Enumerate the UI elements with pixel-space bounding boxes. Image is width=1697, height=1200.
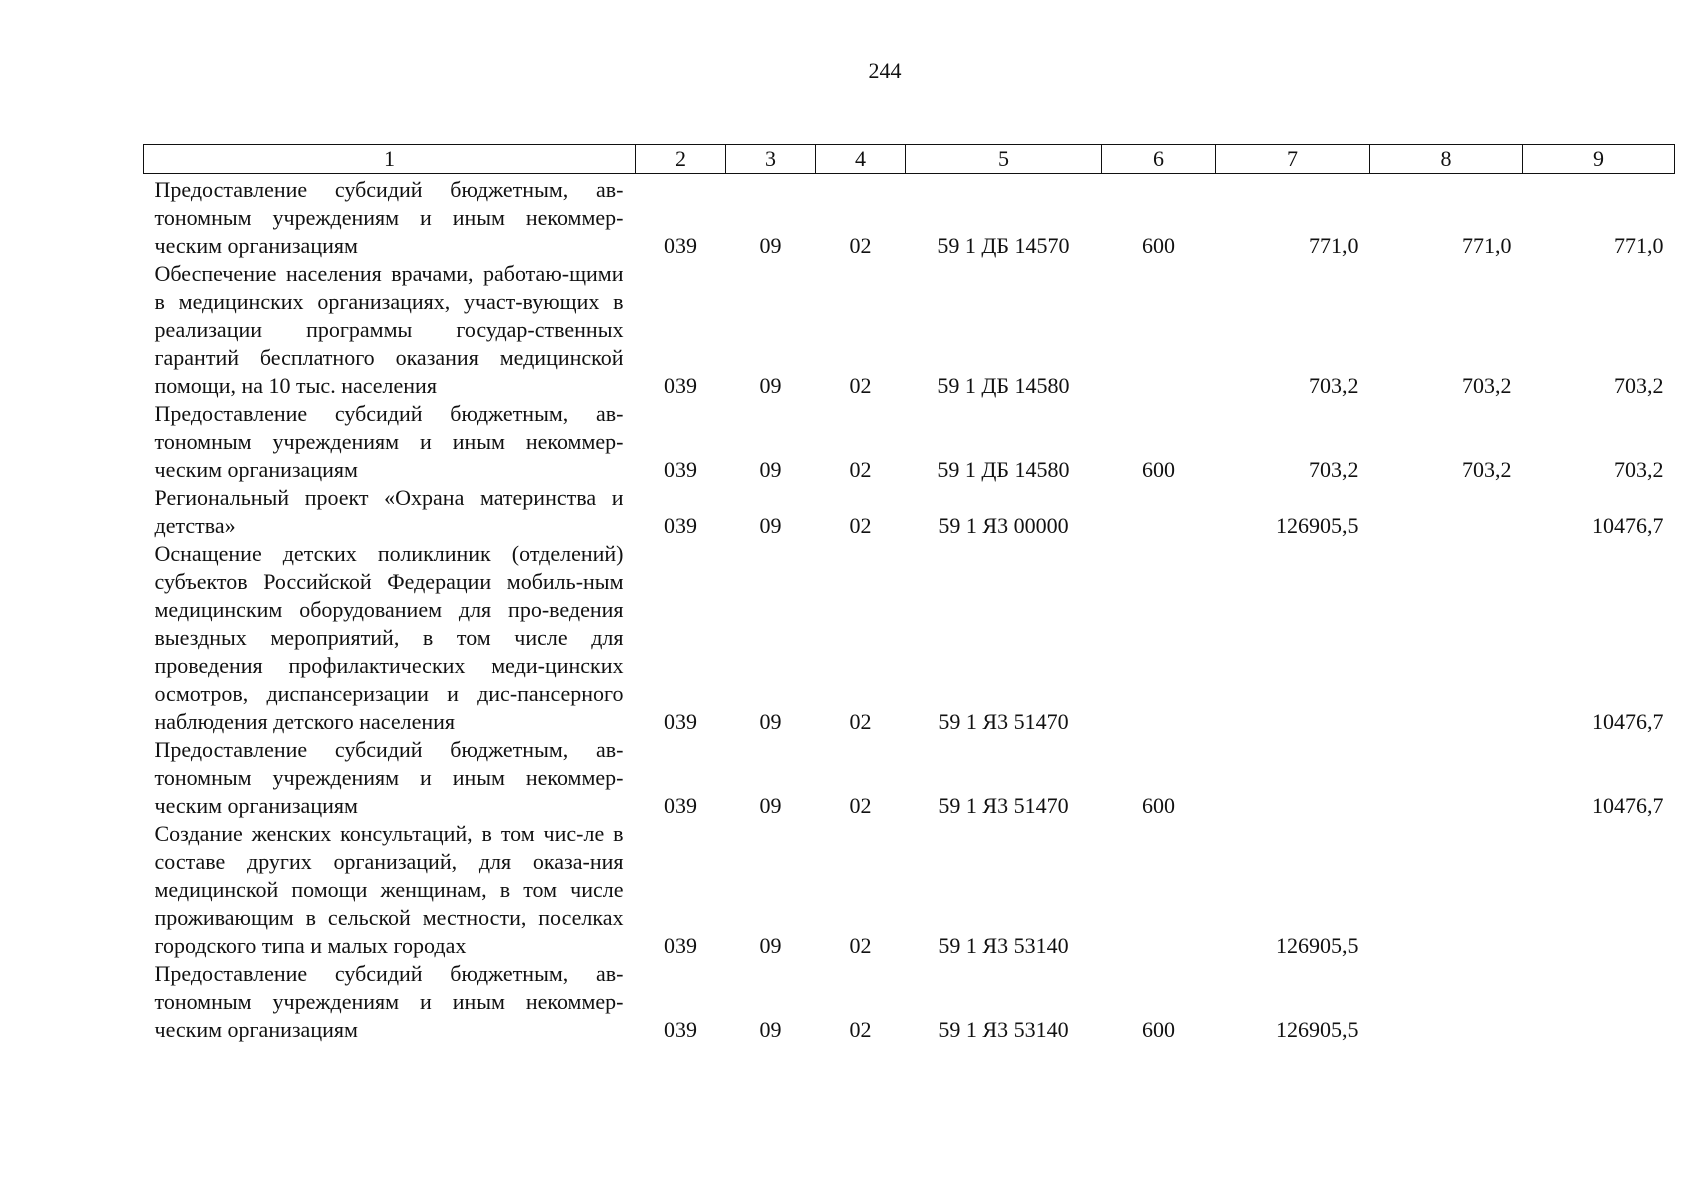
amount-col-8	[1370, 736, 1523, 820]
amount-col-7: 703,2	[1309, 373, 1359, 398]
expense-type-code: 600	[1142, 1017, 1175, 1042]
ministry-code: 039	[664, 933, 697, 958]
page-number: 244	[868, 58, 902, 83]
table-row	[144, 400, 1675, 484]
item-name: Оснащение детских поликлиник (отделений) субъектов Российской Федерации мобиль-ным медицинским оборудованием для про-ведения выездных мероприятий, в том числе для проведения профилактических меди-цинских осмотров, диспансеризации и дис-пансерного наблюдения детского населения	[154, 541, 624, 734]
subsection-code: 02	[849, 513, 872, 538]
ministry-code: 039	[664, 513, 697, 538]
target-article-code: 59 1 ДБ 14580	[937, 373, 1070, 398]
expense-type-code: 600	[1142, 233, 1175, 258]
item-name: Предоставление субсидий бюджетным, ав-тономным учреждениям и иным некоммер-ческим организациям	[154, 401, 624, 482]
column-header: 2	[636, 145, 726, 174]
amount-col-7: 126905,5	[1276, 1017, 1359, 1042]
amount-col-7: 126905,5	[1276, 933, 1359, 958]
budget-table	[143, 144, 1675, 1044]
column-header: 4	[816, 145, 906, 174]
amount-col-8	[1370, 960, 1523, 1044]
ministry-code: 039	[664, 457, 697, 482]
expense-type-code: 600	[1142, 793, 1175, 818]
table-row	[144, 960, 1675, 1044]
table-row	[144, 820, 1675, 960]
amount-col-7	[1216, 540, 1370, 736]
section-code: 09	[759, 933, 782, 958]
item-name: Предоставление субсидий бюджетным, ав-тономным учреждениям и иным некоммер-ческим организациям	[154, 737, 624, 818]
amount-col-9: 703,2	[1614, 373, 1664, 398]
amount-col-9: 10476,7	[1592, 513, 1664, 538]
subsection-code: 02	[849, 1017, 872, 1042]
amount-col-8: 771,0	[1462, 233, 1512, 258]
column-header: 3	[726, 145, 816, 174]
amount-col-8: 703,2	[1462, 373, 1512, 398]
amount-col-8	[1370, 484, 1523, 540]
table-row	[144, 736, 1675, 820]
subsection-code: 02	[849, 233, 872, 258]
table-row	[144, 484, 1675, 540]
expense-type-code	[1102, 260, 1216, 400]
amount-col-9	[1523, 820, 1675, 960]
expense-type-code: 600	[1142, 457, 1175, 482]
amount-col-7	[1216, 736, 1370, 820]
subsection-code: 02	[849, 709, 872, 734]
item-name: Создание женских консультаций, в том чис-ле в составе других организаций, для оказа-ния медицинской помощи женщинам, в том числе проживающим в сельской местности, поселках городского типа и малых городах	[154, 821, 624, 958]
column-header: 6	[1102, 145, 1216, 174]
target-article-code: 59 1 Я3 00000	[938, 513, 1069, 538]
column-header: 1	[144, 145, 636, 174]
section-code: 09	[759, 709, 782, 734]
section-code: 09	[759, 373, 782, 398]
ministry-code: 039	[664, 233, 697, 258]
amount-col-8	[1370, 540, 1523, 736]
amount-col-8: 703,2	[1462, 457, 1512, 482]
expense-type-code	[1102, 540, 1216, 736]
amount-col-9: 771,0	[1614, 233, 1664, 258]
table-row	[144, 174, 1675, 261]
ministry-code: 039	[664, 373, 697, 398]
amount-col-9: 10476,7	[1592, 709, 1664, 734]
target-article-code: 59 1 Я3 53140	[938, 933, 1069, 958]
expense-type-code	[1102, 484, 1216, 540]
section-code: 09	[759, 457, 782, 482]
item-name: Обеспечение населения врачами, работаю-щими в медицинских организациях, участ-вующих в реализации программы государ-ственных гарантий бесплатного оказания медицинской помощи, на 10 тыс. населения	[154, 261, 624, 398]
subsection-code: 02	[849, 793, 872, 818]
subsection-code: 02	[849, 933, 872, 958]
amount-col-8	[1370, 820, 1523, 960]
target-article-code: 59 1 Я3 51470	[938, 709, 1069, 734]
header-row	[144, 145, 1675, 174]
target-article-code: 59 1 Я3 51470	[938, 793, 1069, 818]
table-row	[144, 260, 1675, 400]
section-code: 09	[759, 793, 782, 818]
column-header: 7	[1216, 145, 1370, 174]
table-row	[144, 540, 1675, 736]
ministry-code: 039	[664, 709, 697, 734]
target-article-code: 59 1 ДБ 14580	[937, 457, 1070, 482]
item-name: Региональный проект «Охрана материнства и детства»	[154, 485, 624, 538]
amount-col-9: 703,2	[1614, 457, 1664, 482]
expense-type-code	[1102, 820, 1216, 960]
item-name: Предоставление субсидий бюджетным, ав-тономным учреждениям и иным некоммер-ческим организациям	[154, 177, 624, 258]
section-code: 09	[759, 513, 782, 538]
amount-col-7: 126905,5	[1276, 513, 1359, 538]
subsection-code: 02	[849, 457, 872, 482]
amount-col-7: 703,2	[1309, 457, 1359, 482]
amount-col-7: 771,0	[1309, 233, 1359, 258]
amount-col-9: 10476,7	[1592, 793, 1664, 818]
column-header: 8	[1370, 145, 1523, 174]
target-article-code: 59 1 ДБ 14570	[937, 233, 1070, 258]
section-code: 09	[759, 1017, 782, 1042]
item-name: Предоставление субсидий бюджетным, ав-тономным учреждениям и иным некоммер-ческим организациям	[154, 961, 624, 1042]
column-header: 5	[906, 145, 1102, 174]
ministry-code: 039	[664, 1017, 697, 1042]
subsection-code: 02	[849, 373, 872, 398]
section-code: 09	[759, 233, 782, 258]
ministry-code: 039	[664, 793, 697, 818]
target-article-code: 59 1 Я3 53140	[938, 1017, 1069, 1042]
column-header: 9	[1523, 145, 1675, 174]
amount-col-9	[1523, 960, 1675, 1044]
